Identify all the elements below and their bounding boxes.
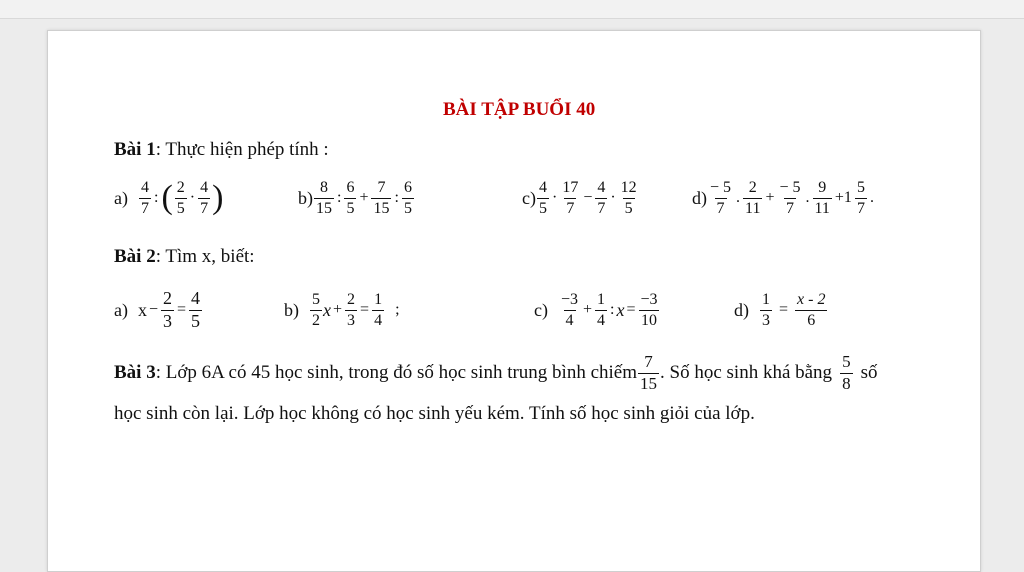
fraction: $\frac{17}{7}$ [562,179,579,217]
fraction: $\frac{4}{7}$ [597,179,606,217]
operator: = [360,301,370,319]
operator: + [765,189,775,207]
item-label: a) [114,299,128,320]
fraction: $\frac{- 5}{7}$ [710,179,732,217]
exercise-3-text-1: : Lớp 6A có 45 học sinh, trong đó số học sinh trung bình chiếm [155,362,638,384]
operator: − [148,301,159,319]
semicolon: ; [395,301,400,319]
fraction: $\frac{5}{8}$ [842,352,851,393]
fraction: $\frac{2}{11}$ [745,179,761,217]
fraction: $\frac{9}{11}$ [814,179,830,217]
exercise-2a [114,289,203,332]
fraction: $\frac{7}{15}$ [373,179,390,217]
exercise-1d [692,179,876,217]
item-label: a) [114,187,128,208]
fraction: $\frac{4}{5}$ [538,179,547,217]
item-label: d) [692,187,707,208]
operator: = [177,301,187,319]
item-label: b) [298,187,313,208]
variable-x: x [137,299,147,320]
right-paren: ) [212,179,224,217]
fraction: $\frac{2}{3}$ [347,291,356,329]
operator: : [610,301,615,319]
fraction: $\frac{- 5}{7}$ [779,179,801,217]
exercise-1b [298,179,415,217]
exercise-3-text-2: . Số học sinh khá bằng [660,362,833,384]
operator: . [736,189,741,207]
exercise-3-line-1 [114,353,877,393]
item-label: c) [534,299,548,320]
document-page [47,30,981,572]
fraction: $\frac{-3}{10}$ [640,291,658,329]
exercise-2b [284,291,402,329]
exercise-2-text: : Tìm x, biết: [155,246,255,267]
exercise-2d [734,291,828,329]
fraction: $\frac{1}{3}$ [762,291,770,329]
fraction: $\frac{4}{7}$ [140,179,149,217]
exercise-3-label: Bài 3 [114,362,156,384]
fraction: $\frac{4}{5}$ [191,288,201,331]
exercise-1-text: : Thực hiện phép tính : [155,139,329,160]
exercise-3-line-2: học sinh còn lại. Lớp học không có học sinh yếu kém. Tính số học sinh giỏi của lớp. [114,403,755,424]
exercise-1-label: Bài 1 [114,139,156,160]
fraction: $\frac{7}{15}$ [640,352,658,393]
item-label: b) [284,299,299,320]
period: . [869,189,874,207]
toolbar-strip [0,0,1024,19]
left-paren: ( [161,179,173,217]
fraction: $\frac{x - 2}{6}$ [797,291,826,329]
exercise-3-text-3: số [860,362,878,384]
fraction: $\frac{6}{5}$ [346,179,355,217]
item-label: d) [734,299,749,320]
fraction: $\frac{1}{4}$ [374,291,383,329]
operator: = [626,301,636,319]
fraction: $\frac{12}{5}$ [620,179,637,217]
fraction: $\frac{5}{7}$ [856,179,865,217]
operator: : [153,189,159,207]
fraction: $\frac{4}{7}$ [200,179,209,217]
exercise-1-heading [114,139,329,161]
operator: + [583,301,593,319]
document-title: BÀI TẬP BUỔI 40 [443,99,596,120]
exercise-1c [522,179,640,217]
fraction: $\frac{2}{3}$ [163,288,173,331]
variable-x: x [323,299,331,320]
exercise-2-label: Bài 2 [114,246,156,267]
exercise-2c [534,291,661,329]
operator: +1 [834,189,852,207]
exercise-2-heading [114,246,255,268]
operator: · [551,189,558,207]
operator: . [805,189,810,207]
fraction: $\frac{6}{5}$ [403,179,412,217]
fraction: $\frac{5}{2}$ [312,291,320,329]
operator: + [359,189,369,207]
fraction: $\frac{-3}{4}$ [560,291,579,329]
operator: + [333,301,343,319]
operator: · [610,189,616,207]
fraction: $\frac{2}{5}$ [176,179,185,217]
operator: : [337,189,342,207]
operator: · [189,189,196,207]
item-label: c) [522,187,536,208]
operator: − [583,189,593,207]
operator: = [779,301,789,319]
fraction: $\frac{8}{15}$ [316,179,332,217]
variable-x: x [616,299,625,320]
operator: : [394,189,399,207]
fraction: $\frac{1}{4}$ [597,291,606,329]
exercise-1a [114,179,224,217]
